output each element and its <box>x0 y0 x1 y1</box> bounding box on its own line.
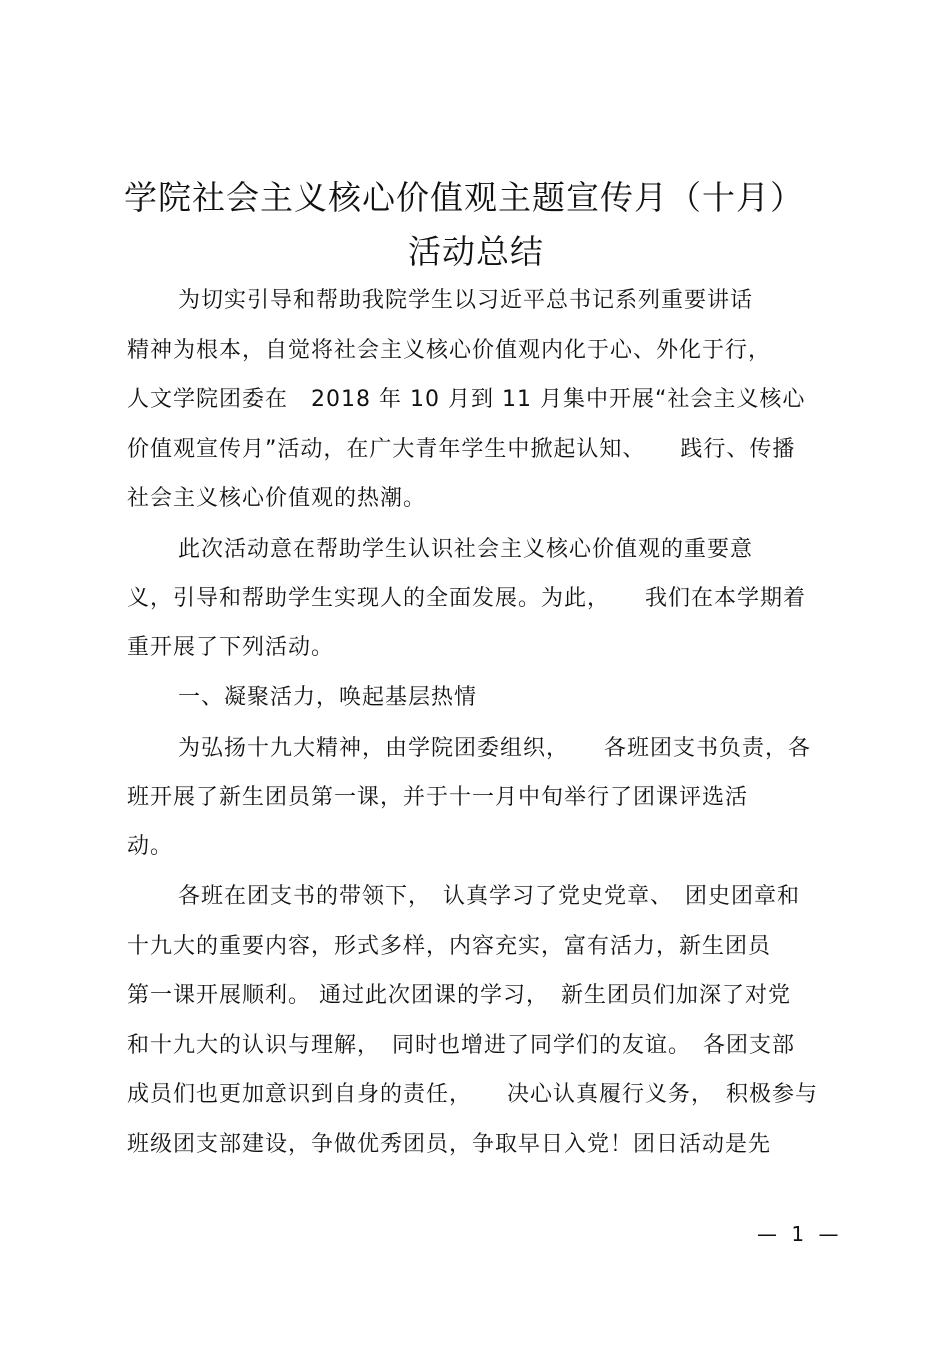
body-text-line: 和十九大的认识与理解， 同时也增进了同学们的友谊。 各团支部 <box>127 1033 796 1058</box>
body-text-line: 重开展了下列活动。 <box>127 635 335 660</box>
body-text-line: 班级团支部建设，争做优秀团员，争取早日入党！团日活动是先 <box>127 1132 772 1157</box>
body-text-line: 人文学院团委在 2018 年 10 月到 11 月集中开展“社会主义核心 <box>127 387 806 412</box>
body-text-line: 此次活动意在帮助学生认识社会主义核心价值观的重要意 <box>178 537 754 562</box>
body-text-line: 为切实引导和帮助我院学生以习近平总书记系列重要讲话 <box>178 288 754 313</box>
body-text-line: 为弘扬十九大精神，由学院团委组织， 各班团支书负责，各 <box>178 736 812 761</box>
body-text-line: 价值观宣传月”活动，在广大青年学生中掀起认知、 践行、传播 <box>127 437 796 462</box>
body-text-line: 第一课开展顺利。 通过此次团课的学习， 新生团员们加深了对党 <box>127 983 791 1008</box>
document-title-line-1: 学院社会主义核心价值观主题宣传月（十月） <box>124 178 804 217</box>
body-text-line: 各班在团支书的带领下， 认真学习了党史党章、 团史团章和 <box>178 884 801 909</box>
body-text-line: 社会主义核心价值观的热潮。 <box>127 486 427 511</box>
body-text-line: 十九大的重要内容，形式多样，内容充实，富有活力，新生团员 <box>127 934 772 959</box>
body-text-line: 义，引导和帮助学生实现人的全面发展。为此， 我们在本学期着 <box>127 586 807 611</box>
body-text-line: 动。 <box>127 834 174 859</box>
page-number: — 1 — <box>757 1222 843 1246</box>
document-title-line-2: 活动总结 <box>408 232 544 271</box>
section-heading: 一、凝聚活力，唤起基层热情 <box>178 685 478 710</box>
body-text-line: 班开展了新生团员第一课，并于十一月中旬举行了团课评选活 <box>127 785 749 810</box>
body-text-line: 成员们也更加意识到自身的责任， 决心认真履行义务， 积极参与 <box>127 1082 819 1107</box>
body-text-line: 精神为根本，自觉将社会主义核心价值观内化于心、外化于行， <box>127 338 772 363</box>
